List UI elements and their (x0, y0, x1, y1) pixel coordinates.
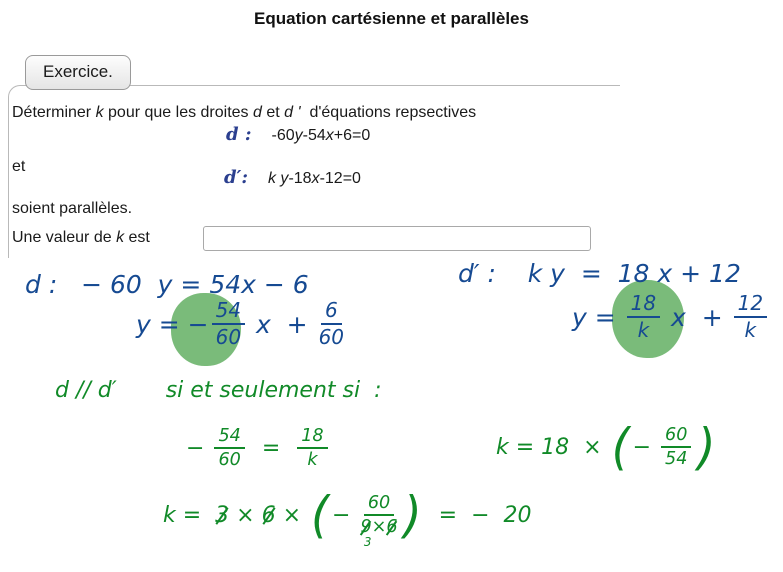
work-k-expression (496, 417, 718, 476)
var-y: y (294, 127, 303, 144)
equation-d (226, 124, 370, 145)
hw-text: − (332, 502, 358, 528)
answer-label-text: Une valeur de (12, 229, 117, 246)
hw-text: y = (572, 302, 624, 332)
times-sign: × (229, 502, 262, 528)
var-d: d (253, 104, 262, 121)
statement-text: pour que les droites (103, 104, 253, 121)
var-x: x (311, 170, 320, 187)
work-d-line1: d : − 60 y = 54x − 6 (25, 270, 309, 299)
statement-text: d'équations repsectives (300, 104, 477, 121)
fraction-18-k: $\frac{18}{k}$ (297, 427, 327, 470)
soient-text: soient parallèles. (12, 200, 133, 217)
statement-text: et (261, 104, 285, 121)
eq-term: -60 (271, 127, 295, 144)
hw-text: y = − (136, 309, 209, 339)
exercise-legend: Exercice. (25, 55, 131, 90)
fraction-18-k: $\frac{18}{k}$ (627, 293, 660, 341)
fraction-12-k: $\frac{12}{k}$ (734, 293, 767, 341)
equation-d-prime-formula (268, 170, 361, 188)
hw-text: k = 18 × (496, 434, 609, 460)
eq-term: -54 (302, 127, 326, 144)
work-d-prime-line2 (572, 293, 770, 341)
hw-text: = (247, 435, 295, 461)
fraction-60-9x6: 60 9 3 ×6 (360, 493, 398, 550)
equation-d-formula (272, 127, 371, 145)
eq-term: -18 (288, 170, 312, 187)
work-proportion (186, 427, 331, 470)
cancelled-9-over-3: 9 3 (360, 517, 372, 550)
open-paren: ( (611, 417, 630, 476)
var-ky: k y (267, 170, 289, 187)
fraction-54-60: $\frac{54}{60}$ (212, 300, 245, 348)
fraction-60-54: $\frac{60}{54}$ (661, 426, 691, 469)
var-x: x (325, 127, 334, 144)
equation-d-prime-label: d′: (224, 167, 248, 188)
var-k: k (95, 104, 104, 121)
var-d-prime: d ' (284, 104, 301, 121)
hw-text: = − 20 (424, 502, 532, 528)
work-parallel-condition: d // d′ si et seulement si : (55, 378, 382, 403)
close-paren: ) (697, 417, 716, 476)
work-k-result (163, 485, 532, 550)
times-sign: × (275, 502, 308, 528)
fraction-6-60: $\frac{6}{60}$ (318, 298, 345, 349)
fraction-54-60: $\frac{54}{60}$ (214, 427, 244, 470)
hw-text: x + (663, 302, 731, 332)
statement-line (12, 104, 476, 122)
answer-label (12, 229, 150, 247)
eq-term: -12=0 (319, 170, 361, 187)
work-d-prime-line1: d′ : k y = 18 x + 12 (458, 259, 741, 288)
times-sign: × (371, 517, 387, 538)
close-paren: ) (403, 485, 422, 544)
equation-d-label: d : (226, 124, 252, 145)
cancelled-6: 6 (261, 502, 276, 528)
work-d-line2 (136, 300, 347, 348)
answer-label-text: est (124, 229, 150, 246)
equation-d-prime (224, 167, 361, 188)
cancelled-3: 3 (215, 502, 230, 528)
hw-text: x + (248, 309, 316, 339)
eq-term: +6=0 (333, 127, 371, 144)
var-k: k (116, 229, 125, 246)
et-text: et (12, 158, 26, 175)
answer-input[interactable] (203, 226, 591, 251)
page-title: Equation cartésienne et parallèles (254, 9, 529, 28)
statement-text: Déterminer (12, 104, 96, 121)
hw-text: k = (163, 502, 216, 528)
hw-text: − (186, 435, 212, 461)
open-paren: ( (311, 485, 330, 544)
cancelled-6: 6 (386, 517, 398, 538)
hw-text: − (632, 434, 659, 460)
